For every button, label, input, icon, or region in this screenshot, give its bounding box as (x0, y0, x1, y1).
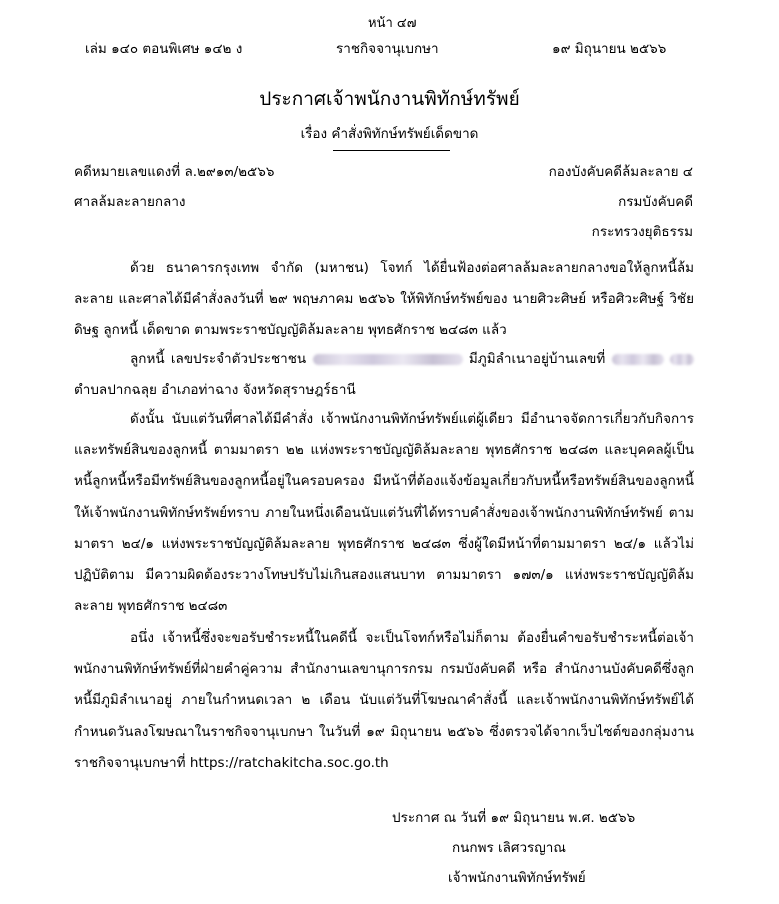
address-label: มีภูมิลำเนาอยู่บ้านเลขที่ (468, 351, 606, 367)
redacted-id-number (313, 354, 463, 365)
debtor-location: ตำบลปากฉลุย อำเภอท่าฉาง จังหวัดสุราษฎร์ธานี (74, 382, 356, 399)
case-number: คดีหมายเลขแดงที่ ล.๒๙๑๓/๒๕๖๖ (74, 164, 275, 180)
redacted-village (670, 354, 694, 365)
paragraph-authority-text: ดังนั้น นับแต่วันที่ศาลได้มีคำสั่ง เจ้าพนักงานพิทักษ์ทรัพย์แต่ผู้เดียว มีอำนาจจัดการเกี่ยวกับกิจการและทรัพย์สินของลูกหนี้ ตามมาตรา ๒๒ แห่งพระราชบัญญัติล้มละลาย พุทธศักราช ๒๔๘๓ และบุคคลผู้เป็นหนี้ลูกหนี้หรือมีทรัพย์สินของลูกหนี้อยู่ในครอบครอง มีหน้าที่ต้องแจ้งข้อมูลเกี่ยวกับหนี้หรือทรัพย์สินของลูกหนี้ให้เจ้าพนักงานพิทักษ์ทรัพย์ทราบ ภายในหนึ่งเดือนนับแต่วันที่ได้ทราบคำสั่งของเจ้าพนักงานพิทักษ์ทรัพย์ ตามมาตรา ๒๔/๑ แห่งพระราชบัญญัติล้มละลาย พุทธศักราช ๒๔๘๓ ซึ่งผู้ใดมีหน้าที่ตามมาตรา ๒๔/๑ แล้วไม่ปฏิบัติตาม มีความผิดต้องระวางโทษปรับไม่เกินสองแสนบาท ตามมาตรา ๑๗๓/๑ แห่งพระราชบัญญัติล้มละลาย พุทธศักราช ๒๔๘๓ (74, 411, 694, 615)
court-name: ศาลล้มละลายกลาง (74, 194, 186, 210)
debtor-id-label: ลูกหนี้ เลขประจำตัวประชาชน (130, 351, 307, 367)
announcement-date: ประกาศ ณ วันที่ ๑๙ มิถุนายน พ.ศ. ๒๕๖๖ (392, 810, 636, 826)
page-number: หน้า ๔๗ (368, 16, 417, 31)
title-divider (333, 150, 450, 151)
volume-issue: เล่ม ๑๔๐ ตอนพิเศษ ๑๔๒ ง (85, 41, 243, 57)
ministry-name: กระทรวงยุติธรรม (591, 224, 693, 240)
signatory-name: กนกพร เลิศวรญาณ (452, 840, 566, 856)
gazette-name: ราชกิจจานุเบกษา (336, 41, 439, 57)
paragraph-creditors (74, 623, 694, 779)
paragraph-petition (74, 253, 694, 347)
redacted-house-number (612, 354, 664, 365)
page-title: ประกาศเจ้าพนักงานพิทักษ์ทรัพย์ (259, 88, 520, 110)
paragraph-authority (74, 404, 694, 622)
signatory-position: เจ้าพนักงานพิทักษ์ทรัพย์ (448, 870, 586, 886)
subject-line: เรื่อง คำสั่งพิทักษ์ทรัพย์เด็ดขาด (300, 126, 479, 142)
division-name: กองบังคับคดีล้มละลาย ๔ (548, 164, 693, 180)
paragraph-creditors-text: อนึ่ง เจ้าหนี้ซึ่งจะขอรับชำระหนี้ในคดีนี้ จะเป็นโจทก์หรือไม่ก็ตาม ต้องยื่นคำขอรับชำระหนี้ต่อเจ้าพนักงานพิทักษ์ทรัพย์ที่ฝ่ายคำคู่ความ สำนักงานเลขานุการกรม กรมบังคับคดี หรือ สำนักงานบังคับคดีซึ่งลูกหนี้มีภูมิลำเนาอยู่ ภายในกำหนดเวลา ๒ เดือน นับแต่วันที่โฆษณาคำสั่งนี้ และเจ้าพนักงานพิทักษ์ทรัพย์ได้กำหนดวันลงโฆษณาในราชกิจจานุเบกษา ในวันที่ ๑๙ มิถุนายน ๒๕๖๖ ซึ่งตรวจได้จากเว็บไซต์ของกลุ่มงานราชกิจจานุเบกษาที่ https://ratchakitcha.soc.go.th (74, 630, 694, 771)
paragraph-petition-text: ด้วย ธนาคารกรุงเทพ จำกัด (มหาชน) โจทก์ ได้ยื่นฟ้องต่อศาลล้มละลายกลางขอให้ลูกหนี้ล้มละลาย และศาลได้มีคำสั่งลงวันที่ ๒๙ พฤษภาคม ๒๕๖๖ ให้พิทักษ์ทรัพย์ของ นายศิวะศิษย์ หรือศิวะศิษฐ์ วิชัยดิษฐ ลูกหนี้ เด็ดขาด ตามพระราชบัญญัติล้มละลาย พุทธศักราช ๒๔๘๓ แล้ว (74, 260, 694, 339)
department-name: กรมบังคับคดี (618, 194, 693, 210)
paragraph-debtor-info (74, 344, 694, 406)
publication-date: ๑๙ มิถุนายน ๒๕๖๖ (552, 41, 667, 57)
